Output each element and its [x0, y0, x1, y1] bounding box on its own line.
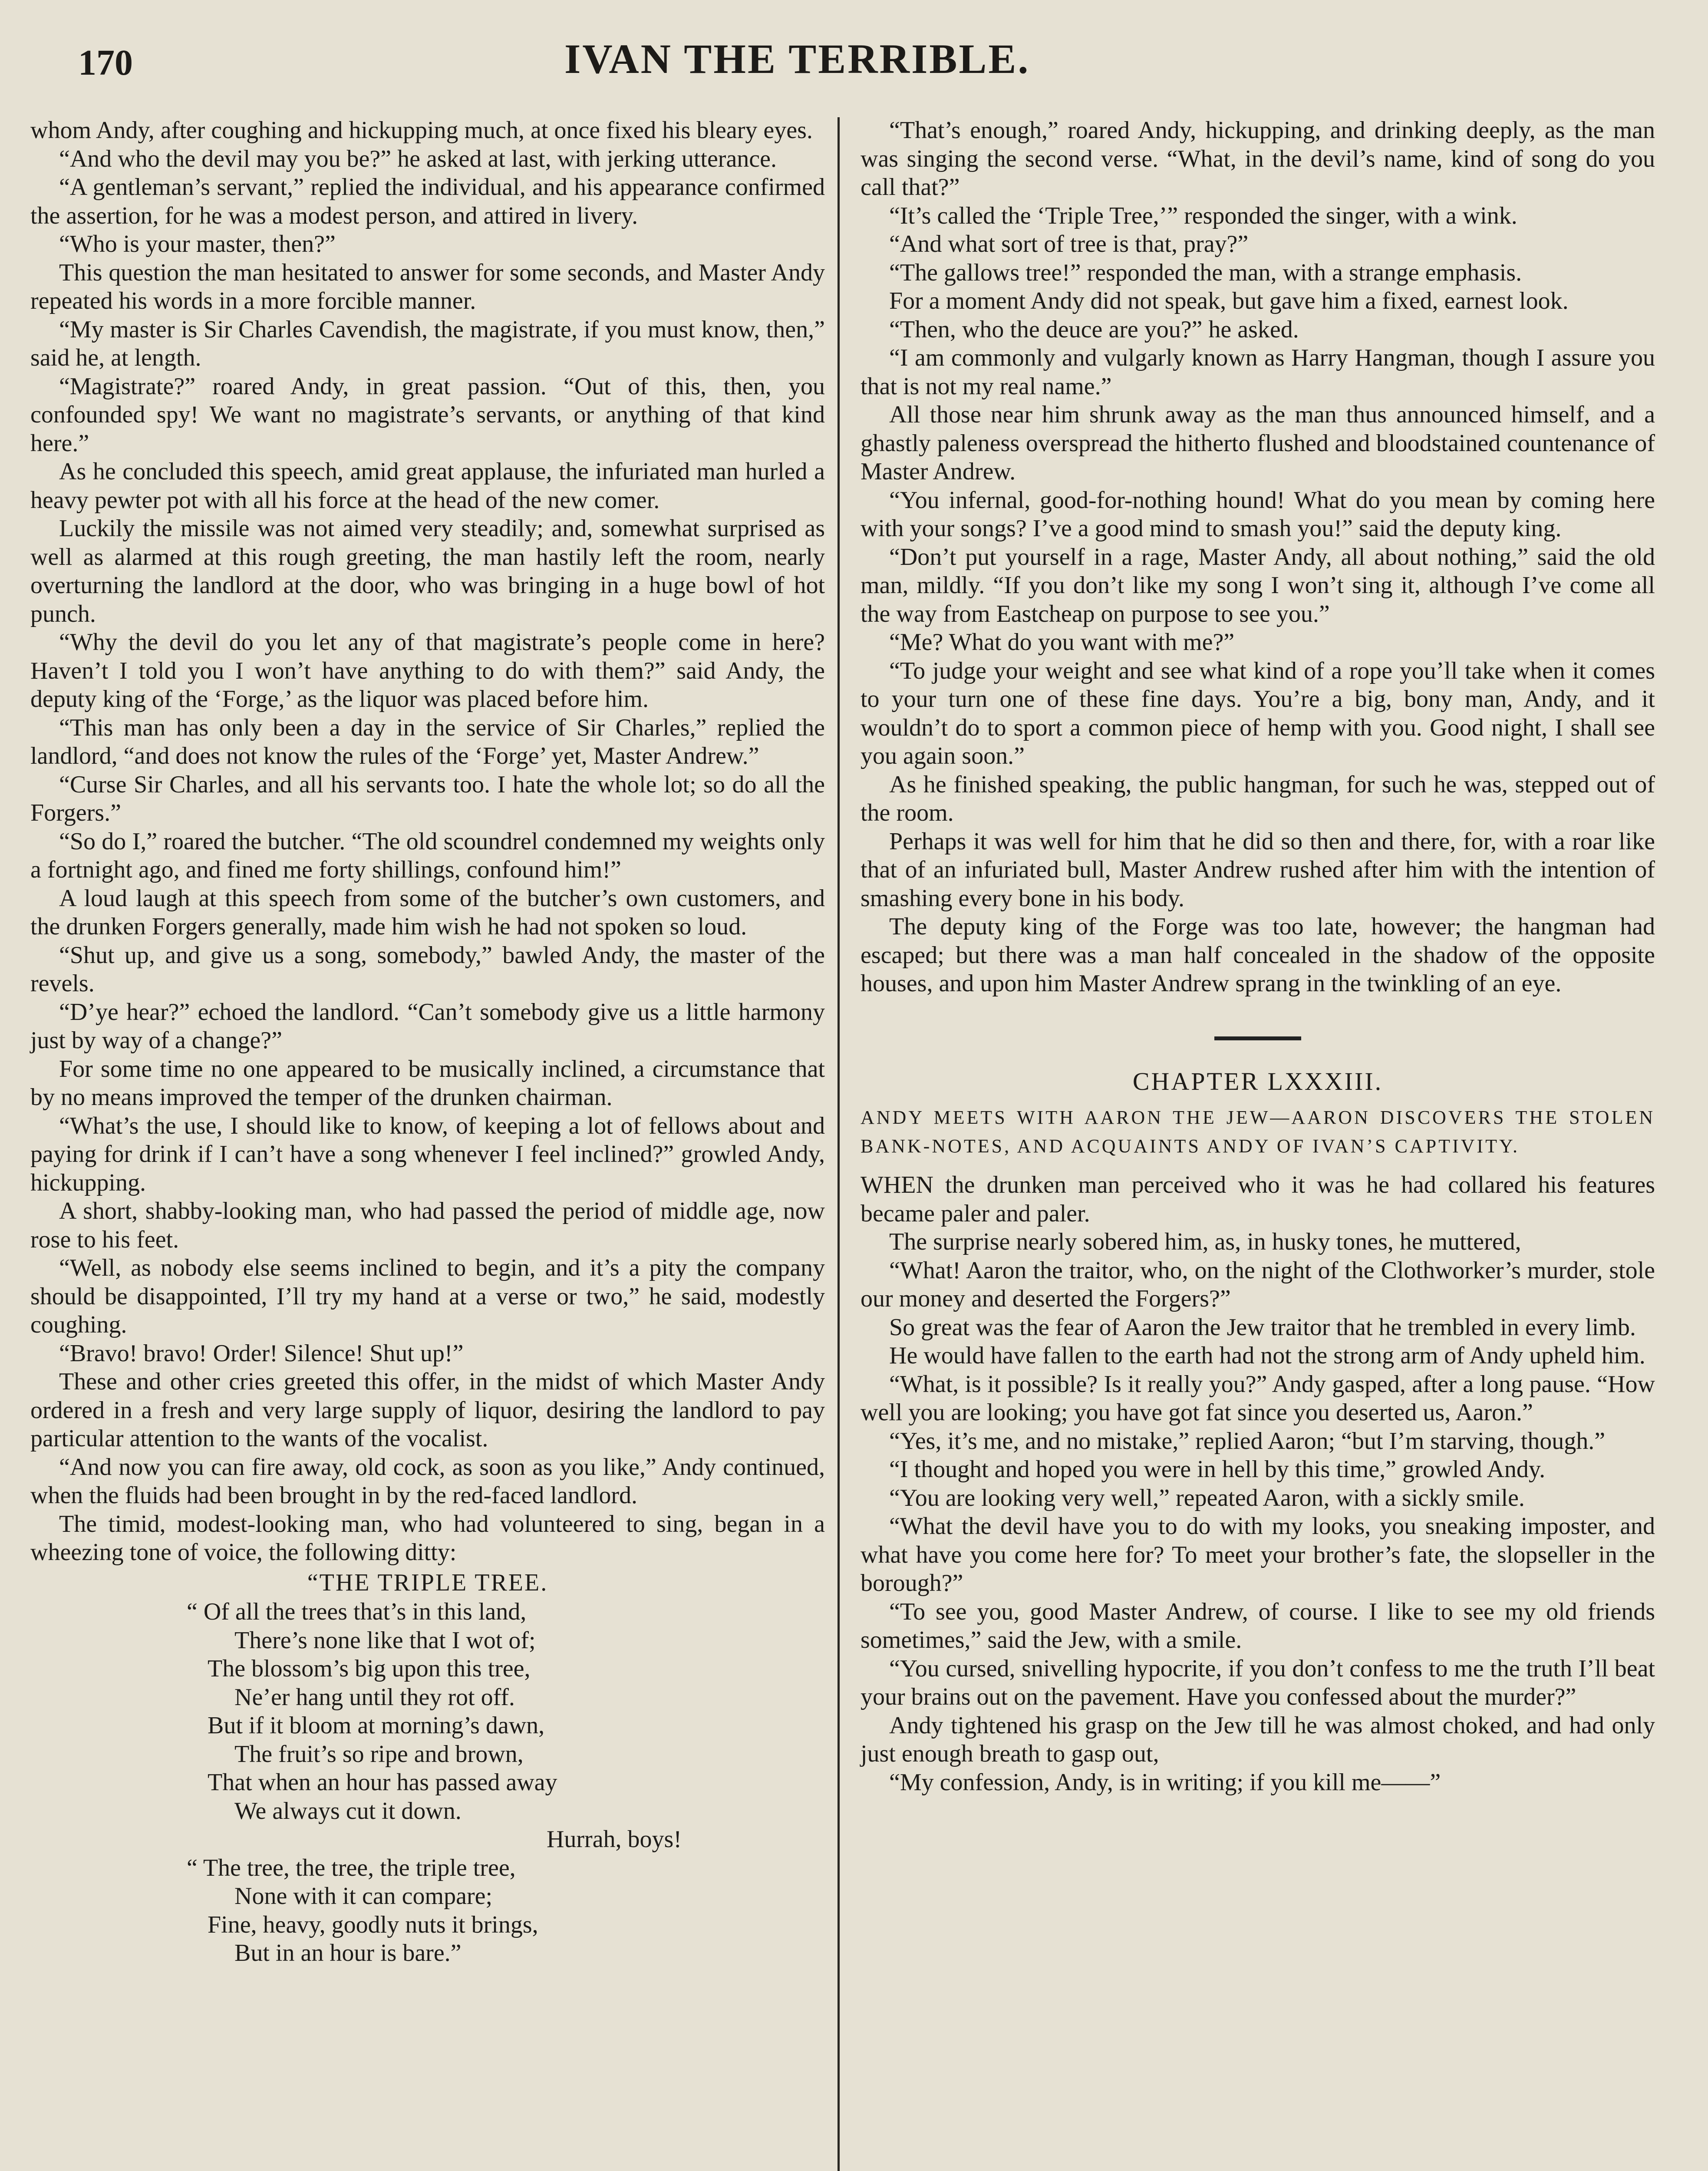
paragraph: He would have fallen to the earth had not the strong arm of Andy upheld him. [889, 1342, 1645, 1369]
paragraph: “To see you, good Master Andrew, of course. I like to see my old friends sometimes,” said the Jew, with a smile. [861, 1598, 1655, 1653]
paragraph: “D’ye hear?” echoed the landlord. “Can’t somebody give us a little harmony just by way of a change?” [30, 998, 825, 1054]
paragraph: Perhaps it was well for him that he did so then and there, for, with a roar like that of an infuriated bull, Master Andrew rushed after him with the intention of smashing every bone in his body. [861, 828, 1655, 912]
paragraph: These and other cries greeted this offer, in the midst of which Master Andy ordered in a fresh and very large supply of liquor, desiring the landlord to pay particular attention to the wants of the vocalist. [30, 1368, 825, 1452]
paragraph: For some time no one appeared to be musically inclined, a circumstance that by no means improved the temper of the drunken chairman. [30, 1055, 825, 1111]
left-column [30, 116, 825, 1968]
verse-line: The blossom’s big upon this tree, [208, 1655, 531, 1682]
paragraph: This question the man hesitated to answer for some seconds, and Master Andy repeated his words in a more forcible manner. [30, 259, 825, 314]
paragraph: “My master is Sir Charles Cavendish, the magistrate, if you must know, then,” said he, at length. [30, 316, 825, 371]
paragraph: Luckily the missile was not aimed very steadily; and, somewhat surprised as well as alarmed at this rough greeting, the man hastily left the room, nearly overturning the landlord at the door, who was bringing in a huge bowl of hot punch. [30, 515, 825, 627]
paragraph: “I am commonly and vulgarly known as Harry Hangman, though I assure you that is not my real name.” [861, 344, 1655, 400]
paragraph: “What, is it possible? Is it really you?” Andy gasped, after a long pause. “How well you are looking; you have got fat since you deserted us, Aaron.” [861, 1370, 1655, 1426]
verse-line: Ne’er hang until they rot off. [234, 1683, 515, 1711]
paragraph: “So do I,” roared the butcher. “The old scoundrel condemned my weights only a fortnight ago, and fined me forty shillings, confound him!” [30, 828, 825, 883]
paragraph: “What! Aaron the traitor, who, on the night of the Clothworker’s murder, stole our money and deserted the Forgers?” [861, 1257, 1655, 1312]
paragraph: “Curse Sir Charles, and all his servants too. I hate the whole lot; so do all the Forgers.” [30, 771, 825, 826]
paragraph: “It’s called the ‘Triple Tree,’” responded the singer, with a wink. [889, 202, 1517, 229]
verse-line: None with it can compare; [234, 1883, 493, 1910]
paragraph: “Magistrate?” roared Andy, in great passion. “Out of this, then, you confounded spy! We want no magistrate’s servants, or anything of that kind here.” [30, 373, 825, 457]
verse-line: Fine, heavy, goodly nuts it brings, [208, 1911, 538, 1938]
paragraph: For a moment Andy did not speak, but gave him a fixed, earnest look. [889, 287, 1569, 314]
song-verse [30, 1598, 825, 1825]
paragraph: “You are looking very well,” repeated Aaron, with a sickly smile. [889, 1484, 1525, 1511]
paragraph: “Who is your master, then?” [59, 231, 336, 257]
paragraph: “You cursed, snivelling hypocrite, if you don’t confess to me the truth I’ll beat your brains out on the pavement. Have you confessed about the murder?” [861, 1655, 1655, 1710]
paragraph: “You infernal, good-for-nothing hound! What do you mean by coming here with your songs? I’ve a good mind to smash you!” said the deputy king. [861, 486, 1655, 542]
paragraph: “And what sort of tree is that, pray?” [889, 231, 1249, 257]
chapter-summary: ANDY MEETS WITH AARON THE JEW—AARON DISCOVERS THE STOLEN BANK-NOTES, AND ACQUAINTS ANDY OF IVAN’S CAPTIVITY. [861, 1107, 1655, 1157]
paragraph: Andy tightened his grasp on the Jew till he was almost choked, and had only just enough breath to gasp out, [861, 1712, 1655, 1767]
paragraph: “Shut up, and give us a song, somebody,” bawled Andy, the master of the revels. [30, 941, 825, 997]
paragraph: The timid, modest-looking man, who had volunteered to sing, began in a wheezing tone of voice, the following ditty: [30, 1510, 825, 1566]
verse-line: There’s none like that I wot of; [234, 1627, 536, 1654]
paragraph: “Well, as nobody else seems inclined to begin, and it’s a pity the company should be disappointed, I’ll try my hand at a verse or two,” he said, modestly coughing. [30, 1254, 825, 1338]
paragraph: A loud laugh at this speech from some of the butcher’s own customers, and the drunken Forgers generally, made him wish he had not spoken so loud. [30, 884, 825, 940]
page-number: 170 [78, 43, 133, 83]
paragraph: As he finished speaking, the public hangman, for such he was, stepped out of the room. [861, 771, 1655, 826]
paragraph: “That’s enough,” roared Andy, hickupping, and drinking deeply, as the man was singing the second verse. “What, in the devil’s name, kind of song do you call that?” [861, 117, 1655, 201]
verse-line: We always cut it down. [234, 1797, 462, 1825]
column-divider [838, 117, 840, 2171]
paragraph: “Then, who the deuce are you?” he asked. [889, 316, 1299, 343]
paragraph: The deputy king of the Forge was too late, however; the hangman had escaped; but there was a man half concealed in the shadow of the opposite houses, and upon him Master Andrew sprang in the twinkling of an eye. [861, 913, 1655, 997]
verse-line: The fruit’s so ripe and brown, [234, 1740, 524, 1768]
song-title: “THE TRIPLE TREE. [307, 1569, 548, 1596]
paragraph: A short, shabby-looking man, who had passed the period of middle age, now rose to his feet. [30, 1198, 825, 1253]
paragraph: “To judge your weight and see what kind of a rope you’ll take when it comes to your turn one of these fine days. You’re a big, bony man, Andy, and it wouldn’t do to sport a common piece of hemp with you. Good night, I shall see you again soon.” [861, 657, 1655, 769]
verse-line: But if it bloom at morning’s dawn, [208, 1712, 545, 1739]
paragraph: So great was the fear of Aaron the Jew traitor that he trembled in every limb. [889, 1313, 1636, 1341]
section-rule [1214, 1036, 1301, 1040]
paragraph: “Don’t put yourself in a rage, Master Andy, all about nothing,” said the old man, mildly. “If you don’t like my song I won’t sing it, although I’ve come all the way from Eastcheap on purpose to see you.” [861, 543, 1655, 627]
paragraph: “Yes, it’s me, and no mistake,” replied Aaron; “but I’m starving, though.” [889, 1427, 1606, 1455]
paragraph: “My confession, Andy, is in writing; if you kill me——” [889, 1768, 1441, 1796]
verse-line: “ Of all the trees that’s in this land, [187, 1598, 527, 1625]
verse-line: “ The tree, the tree, the triple tree, [187, 1854, 516, 1881]
paragraph: “This man has only been a day in the service of Sir Charles,” replied the landlord, “and does not know the rules of the ‘Forge’ yet, Master Andrew.” [30, 714, 825, 769]
paragraph: “Bravo! bravo! Order! Silence! Shut up!” [59, 1340, 464, 1367]
verse-line: But in an hour is bare.” [234, 1940, 462, 1966]
paragraph: All those near him shrunk away as the man thus announced himself, and a ghastly paleness overspread the hitherto flushed and bloodstained countenance of Master Andrew. [861, 401, 1655, 485]
right-column [861, 116, 1655, 1797]
paragraph: “And now you can fire away, old cock, as soon as you like,” Andy continued, when the fluids had been brought in by the red-faced landlord. [30, 1453, 825, 1509]
song-chorus: Hurrah, boys! [546, 1826, 682, 1853]
paragraph: “A gentleman’s servant,” replied the individual, and his appearance confirmed the assertion, for he was a modest person, and attired in livery. [30, 174, 825, 229]
running-title: IVAN THE TERRIBLE. [564, 36, 1030, 82]
paragraph: The surprise nearly sobered him, as, in husky tones, he muttered, [889, 1228, 1521, 1255]
verse-line: That when an hour has passed away [208, 1769, 557, 1796]
paragraph: “And who the devil may you be?” he asked at last, with jerking utterance. [59, 145, 777, 172]
paragraph: “I thought and hoped you were in hell by this time,” growled Andy. [889, 1456, 1546, 1483]
paragraph: “What the devil have you to do with my looks, you sneaking imposter, and what have you come here for? To meet your brother’s fate, the slopseller in the borough?” [861, 1513, 1655, 1597]
paragraph: “What’s the use, I should like to know, of keeping a lot of fellows about and paying for drink if I can’t have a song whenever I feel inclined?” growled Andy, hickupping. [30, 1112, 825, 1196]
paragraph: whom Andy, after coughing and hickupping much, at once fixed his bleary eyes. [30, 117, 813, 144]
paragraph: WHEN the drunken man perceived who it was he had collared his features became paler and paler. [861, 1171, 1655, 1227]
chapter-title: CHAPTER LXXXIII. [1132, 1067, 1383, 1095]
paragraph: “The gallows tree!” responded the man, with a strange emphasis. [889, 259, 1522, 286]
song-verse [30, 1854, 825, 1968]
paragraph: “Me? What do you want with me?” [889, 629, 1235, 656]
paragraph: “Why the devil do you let any of that magistrate’s people come in here? Haven’t I told you I won’t have anything to do with them?” said Andy, the deputy king of the ‘Forge,’ as the liquor was placed before him. [30, 629, 825, 713]
paragraph: As he concluded this speech, amid great applause, the infuriated man hurled a heavy pewter pot with all his force at the head of the new comer. [30, 458, 825, 514]
